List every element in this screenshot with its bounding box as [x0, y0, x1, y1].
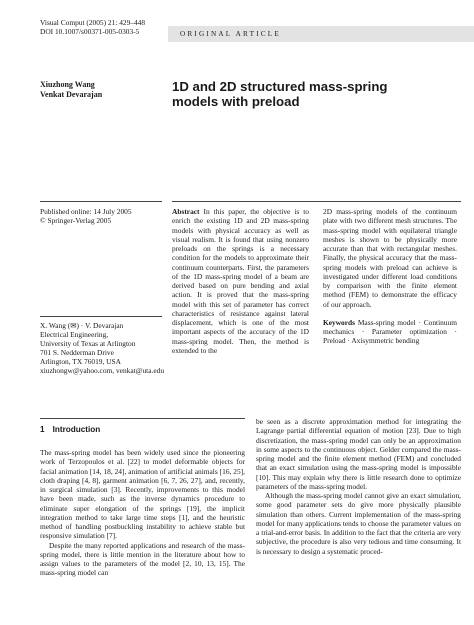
abstract-text: In this paper, the objective is to enrich the existing 1D and 2D mass-spring models with physical accuracy as well as visual realism. It is found that using nonzero preloads on the springs is a necessary condition for the models to approximate their continuum counterparts. First, the parameters of the 1D mass-spring model of a beam are derived based on pure bending and axial action. It is proved that the mass-spring model with this set of parameter has correct characteristics of resistance against lateral displacement, which is one of the most important aspects of the accuracy of the 1D mass-spring model. Then, the method is extended to the	[172, 207, 309, 355]
section-title: Introduction	[52, 425, 101, 434]
abstract-label: Abstract	[172, 207, 200, 216]
copyright: © Springer-Verlag 2005	[40, 216, 112, 225]
divider	[40, 418, 245, 419]
paragraph: The mass-spring model has been widely used since the pioneering work of Terzopoulos et al. [22] to model deformable objects for facial animation [14, 18, 24], animation of artificial animals [16, 25], cloth draping [4, 8], garment animation [6, 7, 26, 27], and, recently, in surgical simulation [3]. Recently, improvements to this model have been made, such as the inverse dynamics procedure to eliminate super elongation of the springs [19], the implicit integration method to take large time steps [1], and the heuristic method of handling postbuckling instability to achieve stable but responsive simulation [7].	[40, 448, 245, 541]
keywords-label: Keywords	[323, 317, 356, 327]
divider	[172, 201, 461, 202]
abstract-column-2	[323, 207, 457, 346]
affiliation-line: 701 S. Nedderman Drive	[40, 348, 114, 357]
author-name: Venkat Devarajan	[40, 89, 103, 99]
keywords-text: Mass-spring model · Continuum mechanics · Parameter optimization · Preload · Axisymmetric bending	[323, 317, 457, 346]
journal-citation: Visual Comput (2005) 21: 429–448	[40, 18, 146, 27]
affiliation-line: Arlington, TX 76019, USA	[40, 357, 121, 366]
body-column-right	[256, 417, 461, 556]
paragraph: Although the mass-spring model cannot give an exact simulation, some good parameter sets do give more physically plausible simulation than others. Current implementation of the mass-spring model for many applications tends to choose the parameter values on a trial-and-error basis. In addition to the fact that the criteria are very subjective, the procedure is also very tedious and time consuming. It is necessary to design a systematic proced-	[256, 491, 461, 556]
author-list	[40, 80, 102, 99]
article-type-label: ORIGINAL ARTICLE	[168, 26, 474, 42]
section-heading	[40, 425, 100, 434]
published-online: Published online: 14 July 2005	[40, 207, 132, 216]
section-number: 1	[40, 425, 45, 434]
affiliation-block	[40, 321, 165, 375]
divider	[40, 316, 162, 317]
divider	[40, 201, 162, 202]
publication-info	[40, 207, 160, 225]
affiliation-line: University of Texas at Arlington	[40, 339, 136, 348]
affiliation-line: Electrical Engineering,	[40, 330, 109, 339]
body-column-left	[40, 448, 245, 578]
affiliation-line: X. Wang (✉) · V. Devarajan	[40, 321, 124, 330]
author-name: Xiuzhong Wang	[40, 80, 95, 89]
abstract-text-continued: 2D mass-spring models of the continuum plate with two different mesh structures. The mass-spring model with equilateral triangle meshes is shown to be physically more accurate than that with rectangular meshes. Finally, the physical accuracy that the mass-spring models with preload can achieve is investigated under different load conditions by comparison with the finite element method (FEM) to demonstrate the efficacy of our approach.	[323, 207, 457, 309]
paragraph: be seen as a discrete approximation method for integrating the Lagrange partial differential equation of motion [23]. Due to high discretization, the mass-spring model can only be an approximation in some aspects to the continuous object. Gelder compared the mass-spring model and the finite element method (FEM) and concluded that an exact simulation using the mass-spring model is impossible [10]. This may explain why there is little research done to optimize parameters of the mass-spring model.	[256, 417, 461, 491]
keywords	[323, 318, 457, 346]
paragraph: Despite the many reported applications and research of the mass-spring model, there is little mention in the literature about how to assign values to the parameters of the model [2, 10, 13, 15]. The mass-spring model can	[40, 540, 245, 578]
paper-title: 1D and 2D structured mass-spring models with preload	[172, 79, 388, 109]
abstract-column-1	[172, 207, 309, 355]
email-addresses: xiuzhongw@yahoo.com, venkat@uta.edu	[40, 366, 165, 375]
doi: DOI 10.1007/s00371-005-0303-5	[40, 27, 140, 36]
